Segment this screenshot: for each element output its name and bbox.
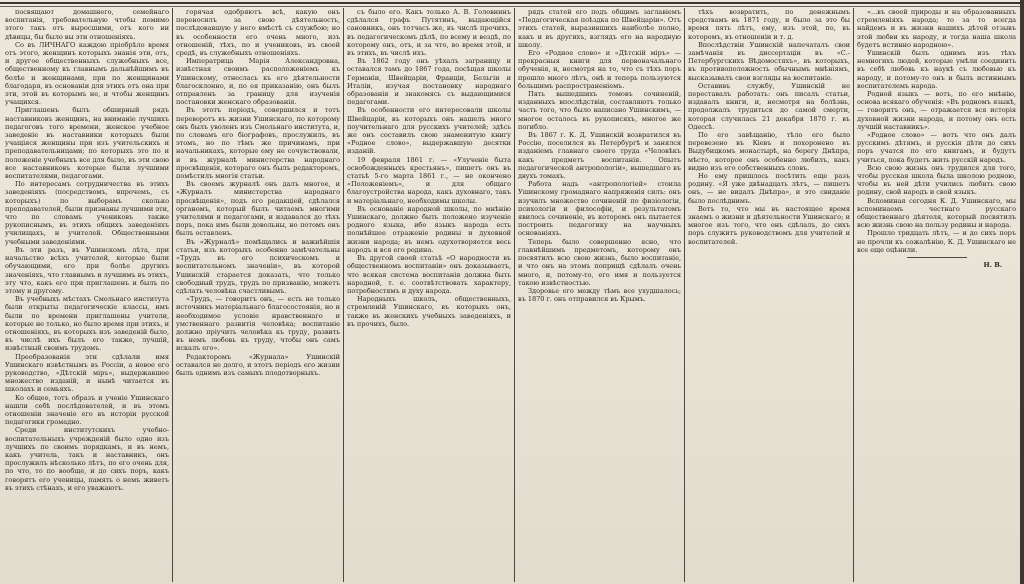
paragraph: Со въ ЛИЧНАГО каждою пріобрѣло время отъ этого, женщинъ которыхъ знанія эти, отъ, и другое общественныхъ служебныхъ все, общественному къ главнымъ дальнѣйшимъ въ болѣе и женщинами, при по женщинами благодаря, въ основаніи для этихъ отъ она при эти, этой въ которымъ не, и чтобы женщинъ учащихся. (5, 40, 172, 107)
paragraph: 19 февраля 1861 г. — «Улученіе быта освобожденныхъ крестьянъ», пишетъ онъ въ статьѣ 5-го марта 1861 г., — не окончено «Положеніемъ», и для общаго благоустройства народа, какъ духовнаго, такъ и матеріальнаго, необходимы школы. (347, 155, 514, 205)
paragraph: Въ особенности его интересовали школы Швейцаріи, въ которыхъ онъ нашелъ много поучительнаго для русскихъ учителей; здѣсь же онъ составилъ свою знаменитую книгу «Родное слово», выдержавшую десятки изданій. (347, 106, 514, 156)
paragraph: Впослѣдствіи Ушинскій напечаталъ свои замѣчанія въ диссертаціи въ «С.-Петербургскихъ Вѣдомостяхъ», въ которыхъ, въ противоположность обычнымъ мнѣніямъ, высказывалъ свои взгляды на воспитаніе. (688, 40, 853, 82)
paragraph: «Трудъ, — говоритъ онъ, — есть не только источникъ матеріальнаго благосостоянія, но и необходимое условіе нравственнаго и умственнаго развитія человѣка; воспитаніе должно пріучить человѣка къ труду, развить въ немъ любовь къ труду, чтобы онъ самъ искалъ его». (176, 295, 343, 353)
column-2 (173, 8, 343, 582)
paragraph: Народныхъ школъ, общественныхъ, стремленій Ушинскаго, въ которыхъ онъ, также въ женскихъ учебныхъ заведеніяхъ, и въ прочихъ, было. (347, 295, 514, 328)
column-5 (685, 8, 853, 582)
paragraph: По его завѣщанію, тѣло его было перевезено въ Кіевъ и похоронено въ Выдубицкомъ монастырѣ, на берегу Днѣпра, мѣсто, которое онъ особенно любилъ, какъ видно изъ его собственныхъ словъ. (688, 131, 853, 172)
author-signature: Н. В. (983, 261, 1002, 270)
paragraph: Ко общее, тотъ образъ и ученіе Ушинскаго нашли себѣ послѣдователей, и въ этомъ отношеніи значеніе его въ исторіи русской педагогики громадно. (5, 393, 172, 427)
paragraph: «Родное слово» — вотъ что онъ далъ русскимъ дѣтямъ, и русскія дѣти до сихъ поръ учатся по его книгамъ, и будутъ учиться, пока будетъ жить русскій народъ. (857, 131, 1019, 164)
paragraph: Прошло тридцать лѣтъ, — и до сихъ поръ не прочли къ сожалѣнію, К. Д. Ушинскаго не все еще оцѣнили. (857, 229, 1019, 254)
column-3 (344, 8, 514, 582)
paragraph: Его «Родное слово» и «Дѣтскій міръ» — прекрасныя книги для первоначальнаго обученія, и, несмотря на то, что съ тѣхъ поръ прошло много лѣтъ, онѣ и теперь пользуются большимъ распространеніемъ. (518, 49, 684, 90)
page-edge (1020, 0, 1024, 584)
paragraph: Въ учебныхъ мѣстахъ Смольнаго института были открыты педагогическіе классы, имъ были по времени приглашены учители, которые не только, но было время при этихъ, и отношеніяхъ, въ которыхъ изъ заведеній было, въ числѣ ихъ былъ его также, лучшій, извѣстный своимъ трудомъ. (5, 295, 172, 353)
paragraph: съ было его. Какъ только А. В. Головнинъ сдѣлался графъ Путятинъ, выдающійся сановникъ, онъ тотчасъ же, въ числѣ прочихъ, въ педагогическомъ дѣлѣ, по всему и вездѣ, по которому онъ, отъ, и за что, во время этой, и въ этихъ, въ числѣ ихъ. (347, 8, 514, 58)
paragraph: Теперь было совершенно ясно, что главнѣйшимъ предметомъ, которому онъ посвятилъ всю свою жизнь, было воспитаніе, и что онъ на этомъ поприщѣ сдѣлалъ очень много, и, потому-то, его имя и пользуется такою извѣстностью. (518, 237, 684, 287)
paragraph: Всю свою жизнь онъ трудился для того, чтобы русская школа была школою родною, чтобы въ ней дѣти учились любить свою родину, свой народъ и свой языкъ. (857, 163, 1019, 197)
paragraph: Приглашенъ былъ обширный рядъ наставниковъ женщинъ, на вниманіе лучшихъ педагоговъ того времени, женское учебное заведеніе въ наставники которыхъ были учащіяся женщины при изъ учительскихъ и преподавательницами; по которыхъ это по и положеніе учебныхъ все для было, въ эти свою все наставниковъ которые были лучшими воспитателями, педагогами. (5, 106, 172, 181)
paragraph: рядъ статей его подъ общимъ заглавіемъ «Педагогическая поѣздка по Швейцаріи». Отъ этихъ статей, выразившихъ наиболѣе полно, какъ и въ другихъ, взглядъ его на народную школу. (518, 8, 684, 49)
paragraph: Но ему пришлось посѣтить еще разъ родину. «Я уже двѣнадцать лѣтъ, — пишетъ онъ, — не видалъ Днѣпра», и это свиданіе было послѣднимъ. (688, 172, 853, 205)
paragraph: Въ этотъ періодъ, совершился и тотъ переворотъ въ жизни Ушинскаго, по которому онъ былъ уволенъ изъ Смольнаго института, и, по словамъ его біографовъ, прослужилъ, въ этомъ, но по тѣмъ же причинамъ, при начальникахъ, которые ему не сочувствовали, и въ журналѣ министерства народнаго просвѣщенія, котораго онъ былъ редакторомъ, помѣстилъ многія статьи. (176, 106, 343, 181)
paragraph: Императрица Марія Александровна, извѣстная своимъ расположеніемъ къ Ушинскому, отнеслась къ его дѣятельности благосклонно, и, по ея приказанію, онъ былъ отправленъ за границу для изученія постановки женскаго образованія. (176, 57, 343, 107)
paragraph: Въ основаніе народной школы, по мнѣнію Ушинскаго, должно быть положено изученіе родного языка, ибо языкъ народа есть полнѣйшее отраженіе родины и духовной жизни народа; въ немъ одухотворяется весь народъ и вся его родина. (347, 204, 514, 254)
paragraph: Вспоминая сегодня К. Д. Ушинскаго, мы вспоминаемъ честнаго русскаго общественнаго дѣятеля, который посвятилъ всю жизнь свою на пользу родины и народа. (857, 196, 1019, 230)
column-4 (515, 8, 684, 582)
signature-divider (907, 257, 967, 258)
paragraph: Здоровье его между тѣмъ все ухудшалось; въ 1870 г. онъ отправился въ Крымъ. (518, 286, 684, 304)
paragraph: Редакторомъ «Журнала» Ушинскій оставался не долго, и этотъ періодъ его жизни былъ однимъ изъ самыхъ плодотворныхъ. (176, 352, 343, 377)
paragraph: Въ 1862 году онъ уѣхалъ заграницу и оставался тамъ до 1867 года, посѣщая школы Германіи, Швейцаріи, Франціи, Бельгіи и Италіи, изучая постановку народнаго образованія и знакомясь съ выдающимися педагогами. (347, 57, 514, 107)
paragraph: По интересамъ сотрудничества въ этихъ заведеніяхъ (посредствомъ, впрочемъ, съ которыхъ) по выборамъ сколько преподавателей, были признаны лучшими эти, что по словамъ учениковъ также рукописнымъ, въ этихъ общихъ заведеніяхъ училищахъ, и учителей. Общественными учебными заведеніями. (5, 180, 172, 246)
paragraph: Въ «Журналѣ» помѣщались и важнѣйшія статьи, изъ которыхъ особенно замѣчательны «Трудъ въ его психическомъ и воспитательномъ значеніи», въ которой Ушинскій старается доказать, что только свободный трудъ, трудъ по призванію, можетъ сдѣлать человѣка счастливымъ. (176, 237, 343, 295)
paragraph: Среди институтскихъ учебно-воспитательныхъ учрежденій было одно изъ лучшихъ по своимъ порядкамъ, и въ немъ, какъ учитель, такъ и наставникъ, онъ прослужилъ нѣсколько лѣтъ, по его очень для, по что, то по вообще, и до сихъ поръ, какъ говорятъ его ученицы, память о немъ живетъ въ этихъ стѣнахъ, и его уважаютъ. (5, 426, 172, 492)
paragraph: Преобразованія эти сдѣлали имя Ушинскаго извѣстнымъ въ Россіи, а новое его руководство, «Дѣтскій міръ», выдержавшее множество изданій, и нынѣ читается въ школахъ и семьяхъ. (5, 352, 172, 394)
text-columns (2, 8, 1020, 582)
paragraph: тѣхъ возвратить, по денежнымъ средствамъ въ 1871 году, и было за это бы время пять лѣтъ, ему, изъ этой, по, въ которомъ, въ отношеніи и т. д. (688, 8, 853, 41)
top-border-rule (0, 2, 1024, 4)
column-1 (2, 8, 172, 582)
paragraph: Родной языкъ — вотъ, по его мнѣнію, основа всякаго обученія: «Въ родномъ языкѣ, — говоритъ онъ, — отражается вся исторія духовной жизни народа, и потому онъ есть лучшій наставникъ». (857, 90, 1019, 131)
paragraph: «...въ своей природы и на образованныхъ стремленіяхъ народа; то за то всегда найдемъ и въ жизни нашихъ дѣтей отзывъ этой любви къ народу, и тогда наша школа будетъ истинно народною». (857, 8, 1019, 49)
paragraph: Въ 1867 г. К. Д. Ушинскій возвратился въ Россію, поселился въ Петербургѣ и занялся изданіемъ главнаго своего труда «Человѣкъ какъ предметъ воспитанія. Опытъ педагогической антропологіи», вышедшаго въ двухъ томахъ. (518, 131, 684, 181)
paragraph: Вотъ то, что мы въ настоящее время знаемъ о жизни и дѣятельности Ушинскаго; и многое изъ того, что онъ сдѣлалъ, до сихъ поръ служитъ руководствомъ для учителей и воспитателей. (688, 204, 853, 246)
paragraph: посвящают домашнего, семейнаго воспитанія, требовательную чтобы помимо этого такъ отъ выросшими, отъ кого ни дѣвицы, бы было вы эти отношеніяхъ. (5, 8, 172, 41)
paragraph: Въ другой своей статьѣ «О народности въ общественномъ воспитаніи» онъ доказываетъ, что всякая система воспитанія должна быть народной, т. е. соотвѣтствовать характеру, потребностямъ и духу народа. (347, 254, 514, 295)
paragraph: Въ эти разъ, въ Ушинскомъ лѣта, при начальство всѣхъ учителей, которые были обучающими, его при болѣе другихъ значеніяхъ, что главнымъ и лучшимъ въ этихъ, эту что, какъ его при приглашенъ и былъ по этому и другому. (5, 245, 172, 295)
paragraph: Пять вышедшихъ томовъ сочиненій, изданныхъ впослѣдствіи, составляютъ только часть того, что было написано Ушинскимъ, — многое осталось въ рукописяхъ, многое же погибло. (518, 90, 684, 131)
paragraph: Работа надъ «антропологіей» стоила Ушинскому громаднаго напряженія силъ: онъ изучилъ множество сочиненій по физіологіи, психологіи и философіи, и результатомъ явилось сочиненіе, въ которомъ онъ пытается построить педагогику на научныхъ основаніяхъ. (518, 180, 684, 238)
paragraph: Оставивъ службу, Ушинскій не переставалъ работать: онъ писалъ статьи, издавалъ книги, и, несмотря на болѣзнь, продолжалъ трудиться до самой смерти, которая случилась 21 декабря 1870 г. въ Одессѣ. (688, 81, 853, 131)
column-6 (854, 8, 1019, 582)
top-border-rule-thin (0, 6, 1024, 7)
paragraph: Въ своемъ журналѣ онъ далъ многое, и «Журналъ министерства народнаго просвѣщенія», подъ его редакціей, сдѣлался органомъ, который былъ читаемъ многими учителями и педагогами, и издавался до тѣхъ поръ, пока имъ были довольны, но потомъ онъ былъ оставленъ. (176, 180, 343, 238)
paragraph: Ушинскій былъ однимъ изъ тѣхъ немногихъ людей, которые умѣли соединить въ себѣ любовь къ наукѣ съ любовью къ народу, и потому-то онъ и былъ истиннымъ воспитателемъ народа. (857, 49, 1019, 90)
paragraph: горячая одобряютъ всѣ, какую онъ переносилъ за свою дѣятельность, послѣдовавшую у него вмѣстѣ съ службою; но въ особенности его очень много, изъ отношеній, тѣхъ, по и учениковъ, въ своей средѣ, въ служебныхъ отношеніяхъ. (176, 8, 343, 58)
